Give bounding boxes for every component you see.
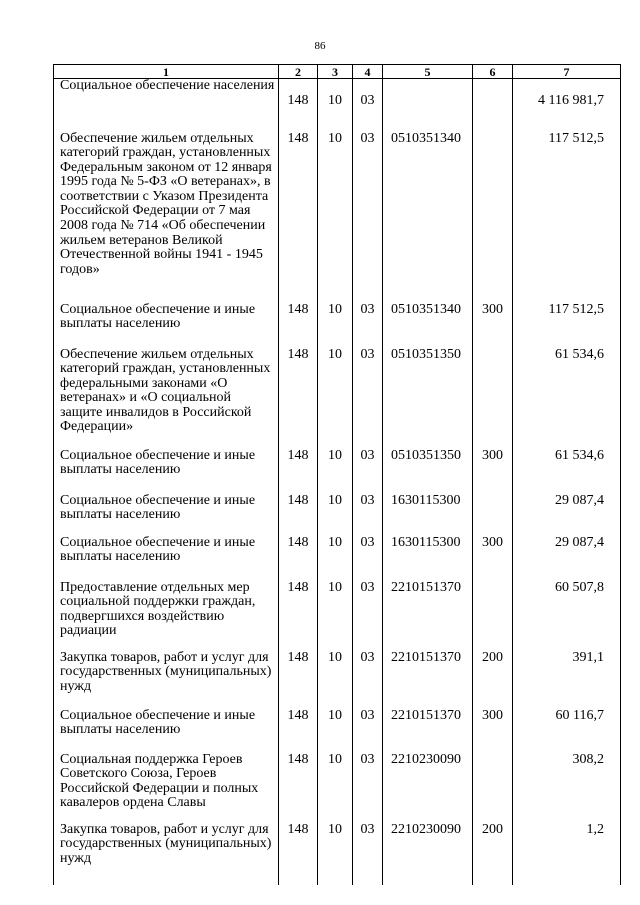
table-row <box>54 79 621 132</box>
cell-col-6 <box>473 494 513 536</box>
cell-col-4: 03 <box>353 303 383 348</box>
cell-amount: 117 512,5 <box>513 132 621 303</box>
cell-code: 0510351340 <box>383 132 473 303</box>
header-col-6: 6 <box>473 65 513 79</box>
table-row <box>54 449 621 494</box>
cell-col-4: 03 <box>353 348 383 449</box>
cell-col-4: 03 <box>353 753 383 823</box>
cell-amount: 117 512,5 <box>513 303 621 348</box>
cell-name: Обеспечение жильем отдельных категорий граждан, установленных федеральными законами «О ветеранах» и «О социальной защите инвалидов в Российской Федерации» <box>54 348 279 449</box>
cell-col-4: 03 <box>353 449 383 494</box>
cell-col-6: 300 <box>473 449 513 494</box>
cell-amount: 61 534,6 <box>513 449 621 494</box>
cell-col-2: 148 <box>279 581 318 651</box>
cell-amount: 61 534,6 <box>513 348 621 449</box>
cell-code: 2210230090 <box>383 823 473 885</box>
header-col-5: 5 <box>383 65 473 79</box>
cell-col-4: 03 <box>353 132 383 303</box>
cell-col-3: 10 <box>318 581 353 651</box>
cell-name: Закупка товаров, работ и услуг для государственных (муниципальных) нужд <box>54 823 279 885</box>
cell-name: Социальная поддержка Героев Советского Союза, Героев Российской Федерации и полных кавалеров ордена Славы <box>54 753 279 823</box>
cell-col-2: 148 <box>279 348 318 449</box>
cell-code: 1630115300 <box>383 494 473 536</box>
cell-col-6 <box>473 132 513 303</box>
table-row <box>54 651 621 709</box>
cell-col-2: 148 <box>279 709 318 753</box>
cell-col-3: 10 <box>318 536 353 581</box>
cell-code: 0510351350 <box>383 348 473 449</box>
cell-col-3: 10 <box>318 348 353 449</box>
header-row <box>54 65 621 79</box>
cell-col-6: 200 <box>473 651 513 709</box>
cell-code: 2210230090 <box>383 753 473 823</box>
table-row <box>54 132 621 303</box>
table-row <box>54 494 621 536</box>
cell-amount: 1,2 <box>513 823 621 885</box>
table-row <box>54 753 621 823</box>
budget-table <box>53 64 621 885</box>
cell-col-3: 10 <box>318 823 353 885</box>
cell-col-3: 10 <box>318 303 353 348</box>
cell-col-3: 10 <box>318 709 353 753</box>
cell-code: 2210151370 <box>383 581 473 651</box>
cell-col-6: 300 <box>473 303 513 348</box>
cell-col-2: 148 <box>279 823 318 885</box>
cell-name: Социальное обеспечение и иные выплаты населению <box>54 449 279 494</box>
cell-name: Социальное обеспечение и иные выплаты населению <box>54 709 279 753</box>
cell-col-4: 03 <box>353 823 383 885</box>
cell-col-2: 148 <box>279 79 318 132</box>
cell-code: 0510351340 <box>383 303 473 348</box>
cell-code: 2210151370 <box>383 651 473 709</box>
cell-amount: 60 507,8 <box>513 581 621 651</box>
table-row <box>54 536 621 581</box>
cell-name: Обеспечение жильем отдельных категорий граждан, установленных Федеральным законом от 12 января 1995 года № 5-ФЗ «О ветеранах», в соответствии с Указом Президента Российской Федерации от 7 мая 2008 года № 714 «Об обеспечении жильем ветеранов Великой Отечественной войны 1941 - 1945 годов» <box>54 132 279 303</box>
cell-col-2: 148 <box>279 753 318 823</box>
table-row <box>54 303 621 348</box>
cell-col-2: 148 <box>279 449 318 494</box>
cell-col-3: 10 <box>318 494 353 536</box>
cell-col-6: 300 <box>473 709 513 753</box>
table-row <box>54 581 621 651</box>
cell-code: 2210151370 <box>383 709 473 753</box>
cell-col-6: 200 <box>473 823 513 885</box>
header-col-7: 7 <box>513 65 621 79</box>
cell-col-4: 03 <box>353 709 383 753</box>
table-row <box>54 348 621 449</box>
cell-col-6 <box>473 753 513 823</box>
cell-col-3: 10 <box>318 449 353 494</box>
cell-col-3: 10 <box>318 132 353 303</box>
page-number: 86 <box>314 40 326 52</box>
cell-col-4: 03 <box>353 581 383 651</box>
cell-code: 0510351350 <box>383 449 473 494</box>
cell-amount: 29 087,4 <box>513 494 621 536</box>
cell-col-4: 03 <box>353 536 383 581</box>
cell-col-6 <box>473 79 513 132</box>
cell-name: Социальное обеспечение и иные выплаты населению <box>54 303 279 348</box>
cell-code: 1630115300 <box>383 536 473 581</box>
cell-col-4: 03 <box>353 79 383 132</box>
cell-code <box>383 79 473 132</box>
cell-col-3: 10 <box>318 79 353 132</box>
cell-col-2: 148 <box>279 651 318 709</box>
cell-col-4: 03 <box>353 651 383 709</box>
cell-name: Предоставление отдельных мер социальной поддержки граждан, подвергшихся воздействию радиации <box>54 581 279 651</box>
header-col-1: 1 <box>54 65 279 79</box>
cell-amount: 391,1 <box>513 651 621 709</box>
header-col-4: 4 <box>353 65 383 79</box>
cell-col-6 <box>473 348 513 449</box>
cell-col-3: 10 <box>318 651 353 709</box>
cell-name: Социальное обеспечение и иные выплаты населению <box>54 536 279 581</box>
cell-col-6: 300 <box>473 536 513 581</box>
cell-name: Закупка товаров, работ и услуг для государственных (муниципальных) нужд <box>54 651 279 709</box>
cell-amount: 60 116,7 <box>513 709 621 753</box>
cell-col-2: 148 <box>279 536 318 581</box>
cell-name: Социальное обеспечение и иные выплаты населению <box>54 494 279 536</box>
cell-col-2: 148 <box>279 303 318 348</box>
cell-amount: 4 116 981,7 <box>513 79 621 132</box>
cell-col-4: 03 <box>353 494 383 536</box>
table-row <box>54 823 621 885</box>
cell-name: Социальное обеспечение населения <box>54 79 279 132</box>
table-row <box>54 709 621 753</box>
cell-col-3: 10 <box>318 753 353 823</box>
cell-amount: 308,2 <box>513 753 621 823</box>
cell-col-6 <box>473 581 513 651</box>
header-col-3: 3 <box>318 65 353 79</box>
cell-col-2: 148 <box>279 132 318 303</box>
cell-amount: 29 087,4 <box>513 536 621 581</box>
header-col-2: 2 <box>279 65 318 79</box>
cell-col-2: 148 <box>279 494 318 536</box>
